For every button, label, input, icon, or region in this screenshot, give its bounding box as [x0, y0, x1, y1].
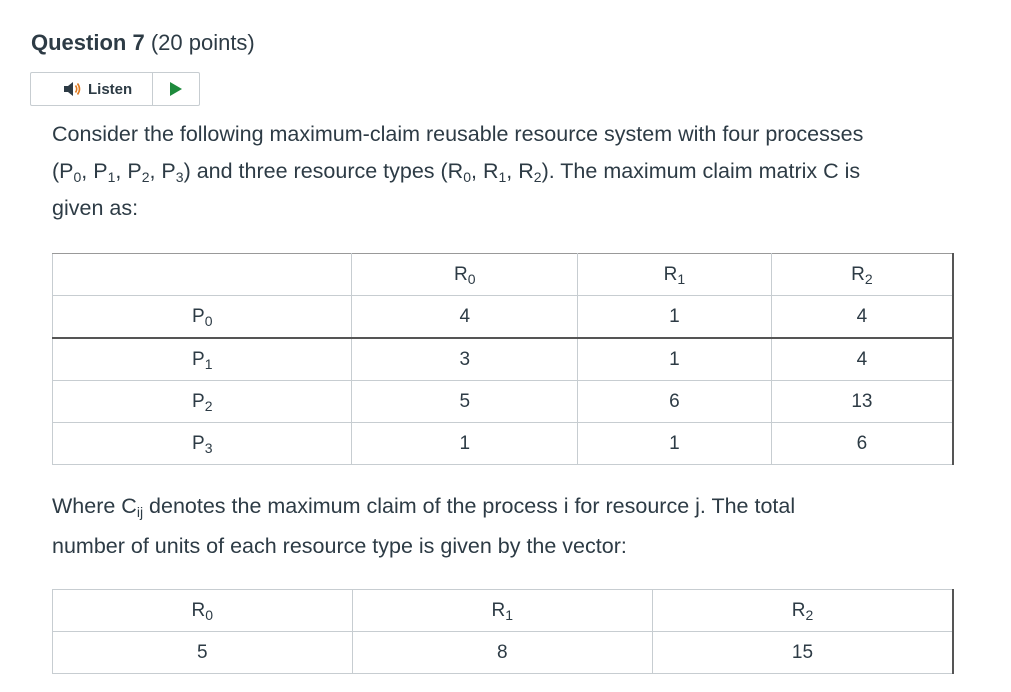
- process-label: $P_3$: [53, 423, 352, 465]
- total-header-r2: $R_2$: [652, 590, 953, 632]
- where-paragraph: Where $C_{ij}$ denotes the maximum claim of the process i for resource j. The total number of units of each resource type is given by the vector:: [52, 494, 796, 558]
- claim-cell: 6: [578, 381, 772, 423]
- claim-cell: 4: [771, 296, 953, 339]
- claim-cell: 4: [771, 338, 953, 381]
- total-header-row: [53, 590, 954, 632]
- total-header-r1: $R_1$: [352, 590, 652, 632]
- where-line-2: number of units of each resource type is given by the vector:: [52, 534, 627, 558]
- question-title: [31, 30, 255, 56]
- claim-row-p1: [53, 338, 954, 381]
- claim-cell: 13: [771, 381, 953, 423]
- claim-header-r1: $R_1$: [578, 254, 772, 296]
- speaker-icon: [62, 81, 82, 97]
- claim-row-p0: [53, 296, 954, 339]
- process-label: $P_0$: [53, 296, 352, 339]
- claim-row-p3: [53, 423, 954, 465]
- claim-row-p2: [53, 381, 954, 423]
- play-button[interactable]: [153, 73, 199, 105]
- claim-header-row: [53, 254, 954, 296]
- claim-cell: 5: [352, 381, 578, 423]
- listen-widget: [30, 72, 200, 106]
- question-number: Question 7: [31, 30, 145, 55]
- question-points: (20 points): [150, 30, 255, 55]
- total-units-table: [52, 589, 954, 674]
- claim-cell: 4: [352, 296, 578, 339]
- claim-header-r0: $R_0$: [352, 254, 578, 296]
- total-header-r0: $R_0$: [53, 590, 353, 632]
- listen-button[interactable]: [31, 73, 153, 105]
- process-label: $P_2$: [53, 381, 352, 423]
- intro-line-3: given as:: [52, 196, 139, 220]
- intro-paragraph: [52, 116, 972, 227]
- total-values-row: [53, 632, 954, 674]
- total-cell: 8: [352, 632, 652, 674]
- claim-cell: 1: [352, 423, 578, 465]
- process-label: $P_1$: [53, 338, 352, 381]
- claim-header-corner: [53, 254, 352, 296]
- claim-cell: 1: [578, 338, 772, 381]
- claim-cell: 6: [771, 423, 953, 465]
- total-cell: 5: [53, 632, 353, 674]
- claim-cell: 1: [578, 296, 772, 339]
- total-cell: 15: [652, 632, 953, 674]
- listen-label: Listen: [88, 80, 133, 98]
- intro-line-1: Consider the following maximum-claim reusable resource system with four processes: [52, 122, 864, 146]
- max-claim-table: [52, 253, 954, 465]
- claim-header-r2: $R_2$: [771, 254, 953, 296]
- play-icon: [169, 81, 183, 97]
- claim-cell: 1: [578, 423, 772, 465]
- claim-cell: 3: [352, 338, 578, 381]
- intro-line-2: ($P_0$, $P_1$, $P_2$, $P_3$) and three resource types ($R_0$, $R_1$, $R_2$). The maximum claim matrix C is: [52, 159, 861, 185]
